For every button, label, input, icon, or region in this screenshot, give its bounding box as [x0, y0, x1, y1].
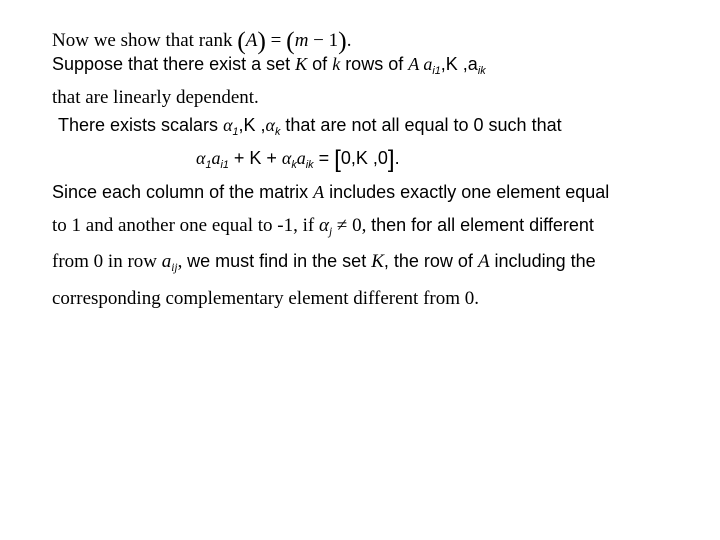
- math-term: ,K ,: [238, 115, 266, 135]
- text-run: , the row of: [383, 251, 478, 271]
- text-run: Since each column of the matrix: [52, 182, 314, 202]
- math-var: a: [418, 54, 433, 74]
- paren-close: ): [257, 26, 266, 55]
- math-var: m: [294, 29, 309, 51]
- math-var: α: [265, 115, 275, 135]
- text-run: of: [307, 54, 333, 74]
- math-var: A: [477, 251, 490, 272]
- math-var: A: [245, 29, 258, 51]
- line-scalars: [58, 116, 562, 138]
- text-run: includes exactly one element equal: [324, 182, 610, 202]
- equation-linear-combination: [196, 148, 400, 172]
- math-term: ≠ 0,: [332, 215, 372, 236]
- subscript: ik: [477, 64, 486, 77]
- line-each-column: [52, 183, 609, 201]
- line-linearly-dependent: [52, 88, 259, 107]
- subscript: 1: [205, 158, 212, 171]
- text-run: that are linearly dependent.: [52, 87, 259, 108]
- text-run: then for all element different: [371, 215, 594, 235]
- text-run: Now we show that rank: [52, 29, 238, 51]
- math-var: A: [408, 54, 419, 74]
- text-run: from 0 in row: [52, 251, 162, 272]
- line-suppose: [52, 55, 486, 77]
- comma: ,: [177, 251, 188, 272]
- text-run: to 1 and another one equal to -1, if: [52, 215, 319, 236]
- equals-sign: =: [265, 29, 287, 51]
- subscript: k: [291, 158, 297, 171]
- text-run: rows of: [340, 54, 409, 74]
- text-run: Suppose that there exist a set: [52, 54, 296, 74]
- math-var: K: [371, 251, 384, 272]
- math-term: − 1: [308, 29, 339, 51]
- subscript: 1: [232, 125, 239, 138]
- bracket-close: ]: [387, 146, 395, 173]
- math-var: α: [223, 115, 233, 135]
- math-var: K: [295, 54, 308, 74]
- math-var: α: [318, 215, 329, 236]
- subscript: ij: [171, 261, 178, 274]
- line-rank-statement: [52, 28, 351, 54]
- paren-close: ): [338, 26, 347, 55]
- text-run: that are not all equal to 0 such that: [280, 115, 562, 135]
- math-var: A: [313, 182, 325, 202]
- text-run: we must find in the set: [187, 251, 372, 271]
- math-term: 0,K ,0: [340, 148, 388, 169]
- text-run: corresponding complementary element different from 0.: [52, 288, 479, 309]
- equals-sign: =: [313, 148, 335, 169]
- math-var: α: [196, 148, 206, 169]
- line-one-and-minus-one: [52, 216, 594, 238]
- subscript: i1: [432, 64, 441, 77]
- math-term: ,K ,a: [440, 54, 478, 74]
- line-complementary-element: [52, 289, 479, 308]
- math-var: a: [296, 148, 306, 169]
- period: .: [394, 148, 400, 169]
- text-run: including the: [489, 251, 596, 271]
- line-row-a-ij: [52, 252, 596, 274]
- math-var: k: [332, 54, 341, 74]
- text-run: There exists scalars: [58, 115, 224, 135]
- paren-open: (: [286, 26, 295, 55]
- subscript: k: [275, 125, 281, 138]
- bracket-open: [: [334, 146, 341, 173]
- math-term: + K +: [228, 148, 282, 169]
- paren-open: (: [237, 26, 246, 55]
- math-var: α: [281, 148, 292, 169]
- math-var: a: [161, 251, 172, 272]
- subscript: i1: [220, 158, 229, 171]
- period: .: [346, 29, 352, 51]
- math-var: a: [211, 148, 221, 169]
- subscript: j: [328, 225, 333, 238]
- subscript: ik: [305, 158, 314, 171]
